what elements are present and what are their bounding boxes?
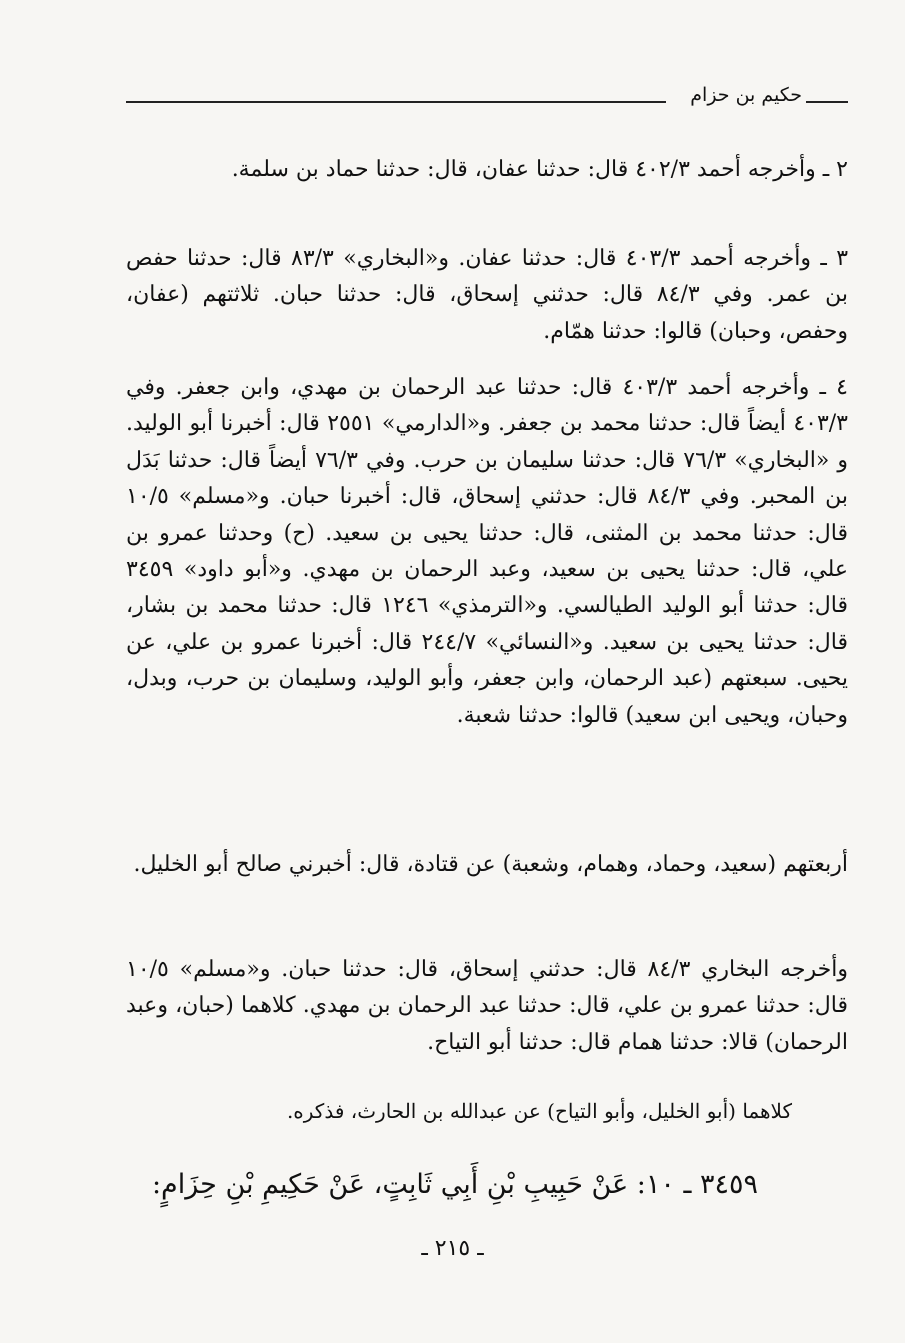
paragraph-3: ٣ ـ وأخرجه أحمد ٤٠٣/٣ قال: حدثنا عفان. و«البخاري» ٨٣/٣ قال: حدثنا حفص بن عمر. وفي ٨٤/٣ قال: حدثني إسحاق، قال: حدثنا حبان. ثلاثتهم (عفان، وحفص، وحبان) قالوا: حدثنا همّام. [126,246,849,344]
header-title: حكيم بن حزام [690,84,802,106]
paragraph-arbaatuhum: أربعتهم (سعيد، وحماد، وهمام، وشعبة) عن قتادة، قال: أخبرني صالح أبو الخليل. [133,852,848,877]
paragraph-bukhari: وأخرجه البخاري ٨٤/٣ قال: حدثني إسحاق، قال: حدثنا حبان. و«مسلم» ١٠/٥ قال: حدثنا عمرو بن علي، قال: حدثنا عبد الرحمان بن مهدي. كلاهما (حبان، وعبد الرحمان) قالا: حدثنا همام قال: حدثنا أبو التياح. [126,957,848,1055]
paragraph-2: ٢ ـ وأخرجه أحمد ٤٠٢/٣ قال: حدثنا عفان، قال: حدثنا حماد بن سلمة. [231,157,848,182]
header-rule [126,101,666,103]
running-header [126,82,848,112]
page-number: ـ ٢١٥ ـ [421,1236,484,1261]
header-rule-right [806,101,848,103]
hadith-heading [126,1165,848,1205]
hadith-heading-text: ٣٤٥٩ ـ ١٠: عَنْ حَبِيبِ بْنِ أَبِي ثَابِتٍ، عَنْ حَكِيمِ بْنِ حِزَامٍ: [151,1169,758,1200]
paragraph-kilahuma: كلاهما (أبو الخليل، وأبو التياح) عن عبدالله بن الحارث، فذكره. [286,1099,792,1123]
paragraph-4: ٤ ـ وأخرجه أحمد ٤٠٣/٣ قال: حدثنا عبد الرحمان بن مهدي، وابن جعفر. وفي ٤٠٣/٣ أيضاً قال: حدثنا محمد بن جعفر. و«الدارمي» ٢٥٥١ قال: أخبرنا أبو الوليد. و «البخاري» ٧٦/٣ قال: حدثنا سليمان بن حرب. وفي ٧٦/٣ أيضاً قال: حدثنا بَدَل بن المحبر. وفي ٨٤/٣ قال: حدثني إسحاق، قال: أخبرنا حبان. و«مسلم» ١٠/٥ قال: حدثنا محمد بن المثنى، قال: حدثنا يحيى بن سعيد. (ح) وحدثنا عمرو بن علي، قال: حدثنا يحيى بن سعيد، وعبد الرحمان بن مهدي. و«أبو داود» ٣٤٥٩ قال: حدثنا أبو الوليد الطيالسي. و«الترمذي» ١٢٤٦ قال: حدثنا محمد بن بشار، قال: حدثنا يحيى بن سعيد. و«النسائي» ٢٤٤/٧ قال: أخبرنا عمرو بن علي، عن يحيى. سبعتهم (عبد الرحمان، وابن جعفر، وأبو الوليد، وسليمان بن حرب، وبدل، وحبان، ويحيى ابن سعيد) قالوا: حدثنا شعبة. [126,375,849,728]
